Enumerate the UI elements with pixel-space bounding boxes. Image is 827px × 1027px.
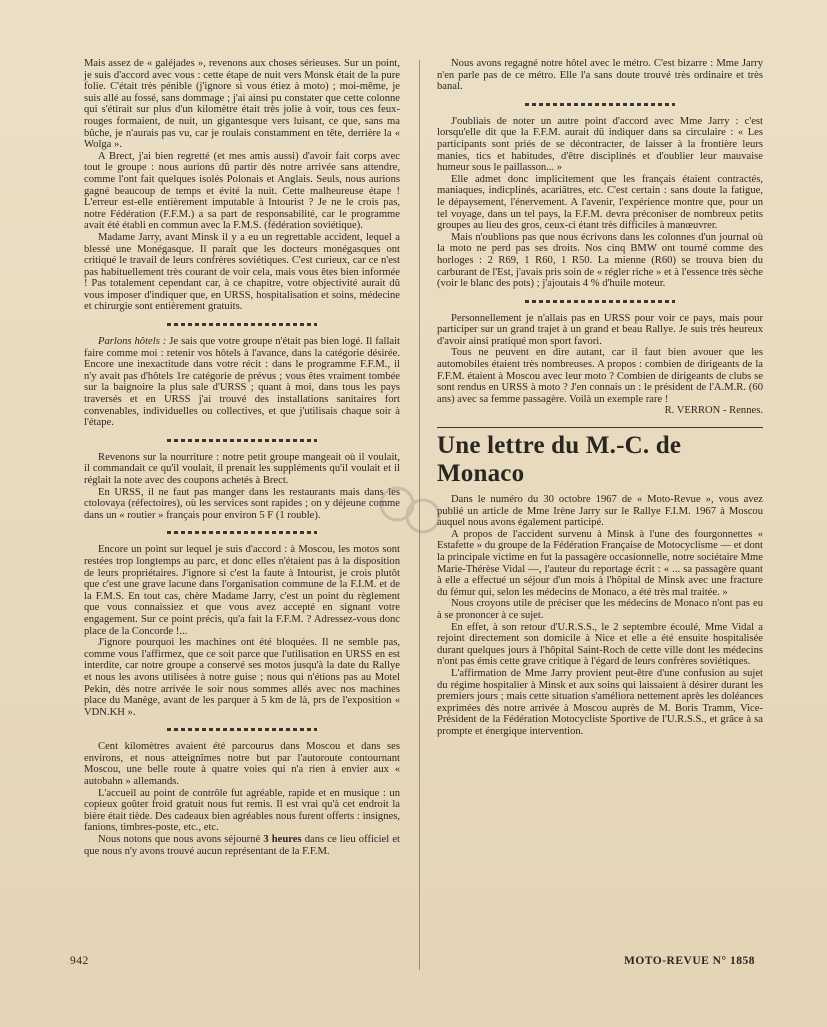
paragraph: Nous croyons utile de préciser que les médecins de Monaco n'ont pas eu à se prononcer à ce sujet.: [437, 598, 763, 621]
paragraph: En URSS, il ne faut pas manger dans les restaurants mais dans les ctolovaya (réfectoires), où les services sont rapides ; on y déjeune comme dans un « routier » français pour environ 5 F (1 rouble).: [84, 486, 400, 521]
section-separator: [525, 101, 675, 108]
section-separator: [167, 321, 317, 328]
paragraph: J'ignore pourquoi les machines ont été bloquées. Il ne semble pas, comme vous l'affirmez, que ce soit parce que l'utilisation en URSS en est interdite, car notre groupe a conservé ses motos jusqu'à la date du Rallye et nous les avons utilisées à notre guise ; nous qui n'étions pas au Motel Pekin, dès notre arrivée le soir nous sommes allés avec nos machines place du Manège, avant de les parquer à 5 km de là, prs de l'exposition « VDN.KH ».: [84, 637, 400, 718]
paragraph: Cent kilomètres avaient été parcourus dans Moscou et dans ses environs, et nous atteignîmes notre but par l'autoroute contournant Moscou, une belle route à quatre voies qui n'a rien à envier aux « autobahn » allemands.: [84, 741, 400, 788]
section-separator: [167, 437, 317, 444]
paragraph-text: Nous notons que nous avons séjourné: [98, 834, 264, 846]
section-separator: [167, 726, 317, 733]
paragraph: A Brect, j'ai bien regretté (et mes amis aussi) d'avoir fait corps avec tout le groupe : nous aurions dû partir dès notre arrivée sans attendre, comme l'ont fait quelques isolés Polonais et Anglais. Seuls, nous aurions gagné beaucoup de temps et évité la nuit. Cette malheureuse étape ! L'erreur est-elle entièrement imputable à Intourist ? Je ne le crois pas, notre Fédération (F.F.M.) a sa part de responsabilité, car le programme avait été établi en commun avec la F.M.S. (fédération soviétique).: [84, 150, 400, 232]
horizontal-rule: [437, 427, 763, 428]
article-headline: Une lettre du M.-C. de Monaco: [437, 432, 682, 488]
right-column: [437, 58, 763, 738]
paragraph: Mais n'oublions pas que nous écrivons dans les colonnes d'un journal où la moto ne perd pas ses droits. Nos cinq BMW ont tourné comme des horloges : 2 R69, 1 R60, 1 R50. La mienne (R60) se trouva bien du carburant de l'Est, j'avais pris soin de « régler riche » et à l'essence très sèche (voir le blanc des pots) ; j'ajoutais 4 % d'huile moteur.: [437, 231, 763, 290]
paragraph: Madame Jarry, avant Minsk il y a eu un regrettable accident, lequel a blessé une Monégasque. Il paraît que les docteurs monégasques ont critiqué le travail de leurs confrères soviétiques. C'est curieux, car ce n'est pas habituellement très courant de voir cela, mais vous êtes bien informée ! Pas totalement cependant car, à ce chapitre, votre objectivité aurait dû vous imposer d'indiquer que, en URSS, hospitalisation et soins, médecine et chirurgie sont entièrement gratuits.: [84, 231, 400, 313]
paragraph: Personnellement je n'allais pas en URSS pour voir ce pays, mais pour participer sur un grand trajet à un grand et beau Rallye. Je suis très heureux d'avoir ainsi pratiqué mon sport favori.: [437, 312, 763, 347]
paragraph: En effet, à son retour d'U.R.S.S., le 2 septembre écoulé, Mme Vidal a rejoint directement son domicile à Nice et elle a été ensuite hospitalisée durant quelques jours à l'hôpital Saint-Roch de cette ville dont les médecins n'ont pas émis cette grave critique à l'égard de leurs confrères soviétiques.: [437, 621, 763, 668]
paragraph: L'affirmation de Mme Jarry provient peut-être d'une confusion au sujet du régime hospitalier à Minsk et aux soins qui laissaient à désirer durant les premiers jours ; mais cette situation s'améliora nettement après les doléances exprimées dès notre arrivée à Moscou auprès de M. Boris Tramm, Vice-Président de la Fédération Motocycliste Sportive de l'U.R.S.S., et grâce à sa prompte et énergique intervention.: [437, 667, 763, 737]
paragraph: Nous avons regagné notre hôtel avec le métro. C'est bizarre : Mme Jarry n'en parle pas de ce métro. Elle l'a sans doute trouvé très ordinaire et très banal.: [437, 58, 763, 93]
paragraph: Revenons sur la nourriture : notre petit groupe mangeait où il voulait, il commandait ce qu'il voulait, il prenait les suppléments qu'il voulait et il réglait la note avec des coupons achetés à Brect.: [84, 451, 400, 486]
paragraph: Dans le numéro du 30 octobre 1967 de « Moto-Revue », vous avez publié un article de Mme Irène Jarry sur le Rallye F.I.M. 1967 à Moscou auquel nous avons également participé.: [437, 494, 763, 529]
letter-signature: R. VERRON - Rennes.: [664, 405, 763, 417]
paragraph: J'oubliais de noter un autre point d'accord avec Mme Jarry : c'est lorsqu'elle dit que la F.F.M. aurait dû indiquer dans sa circulaire : « Les participants sont priés de se décontracter, de laisser à la frontière leurs manies, tics et habitudes, d'être disciplinés et d'oublier leur mauvaise humeur sous le paillasson... »: [437, 115, 763, 174]
left-column: [84, 58, 400, 857]
paragraph-text: dans ce lieu officiel et que nous n'y avons trouvé aucun représentant de la F.F.M.: [84, 834, 400, 857]
paragraph-final: [84, 834, 400, 857]
paragraph: Mais assez de « galéjades », revenons aux choses sérieuses. Sur un point, je suis d'accord avec vous : cette étape de nuit vers Monsk était de la pure folie. C'était très pénible (j'ignore si vous étiez à moto) ; moi-même, je suis allé au fossé, sans dommage ; j'ai ainsi pu constater que cette colonne qui s'étirait sur plus d'un kilomètre était très jolie à voir, tous ces feux-rouges formaient, de nuit, un gigantesque vers luisant, ce que, sans ma bûche, je n'aurais pas vu, car je roulais constamment en tête, derrière la « Wolga ».: [84, 58, 400, 151]
paragraph: Elle admet donc implicitement que les français étaient contractés, maniaques, indicplinés, acariâtres, etc. C'est certain : sans doute la fatigue, le dépaysement, l'énervement. A l'avenir, l'expérience montre que, pour un tel voyage, dans un tel pays, la F.F.M. devra préconiser de nombreux petits groupes au lieu des gros, ceux-ci étant très difficiles à manœuvrer.: [437, 173, 763, 232]
paragraph: A propos de l'accident survenu à Minsk à l'une des fourgonnettes « Estafette » du groupe de la Fédération Française de Motocyclisme — et dont la principale victime en fut la passagère occasionnelle, notre sociétaire Mme Marie-Thérèse Vidal —, l'auteur du reportage écrit : « ... sa passagère quant à elle a effectué un séjour d'un mois à l'hôpital de Minsk avec une fracture du fémur qui, selon les médecins de Monaco, a été très mal traitée. »: [437, 528, 763, 598]
paragraph: Encore un point sur lequel je suis d'accord : à Moscou, les motos sont restées trop longtemps au parc, et donc elles n'étaient pas à la disposition de leurs propriétaires. J'ignore si c'est la faute à Intourist, je crois plutôt que c'est une grave lacune dans l'organisation commune de la F.I.M. et de la F.M.S. En tout cas, chère Madame Jarry, c'est un point du règlement que vous connaissiez et que vous avez accepté en signant votre engagement. Sur ce point précis, qu'a fait la F.F.M. ? Adressez-vous donc place de la Concorde !...: [84, 544, 400, 637]
inline-heading: Parlons hôtels :: [98, 336, 167, 348]
paragraph-text: Je sais que votre groupe n'était pas bien logé. Il fallait faire comme moi : retenir vos hôtels à l'avance, dans la catégorie désirée. Encore une inexactitude dans votre récit : dans le programme F.F.M., il n'y avait pas d'hôtels 1re catégorie de prévus ; vous êtes vraiment tombée sur la baignoire la plus sale d'URSS ; quant à moi, dans tous les pays traversés et en URSS j'ai trouvé des installations sanitaires fort convenables, individuelles ou collectives, et que j'utilisais chaque soir à l'étape.: [84, 336, 400, 429]
page-number: 942: [70, 955, 89, 967]
section-separator: [525, 298, 675, 305]
paragraph: L'accueil au point de contrôle fut agréable, rapide et en musique : un copieux goûter froid gratuit nous fut remis. Il est vrai qu'à cet endroit la bière était tiède. Des cadeaux bien agréables nous furent offerts : insignes, fanions, timbres-poste, etc., etc.: [84, 787, 400, 834]
paragraph-hotels: [84, 336, 400, 429]
paragraph: Tous ne peuvent en dire autant, car il faut bien avouer que les automobiles étaient très nombreuses. A propos : combien de dirigeants de la F.F.M. étaient à Moscou avec leur moto ? Combien de dirigeants de clubs se sont rendus en URSS à moto ? J'en connais un : le président de l'A.M.R. (60 ans) avec sa femme passagère. Voilà un exemple rare !: [437, 347, 763, 405]
emphasis: 3 heures: [263, 834, 302, 846]
library-stamp-icon: [375, 482, 445, 538]
magazine-issue: MOTO-REVUE N° 1858: [624, 955, 755, 967]
section-separator: [167, 529, 317, 536]
